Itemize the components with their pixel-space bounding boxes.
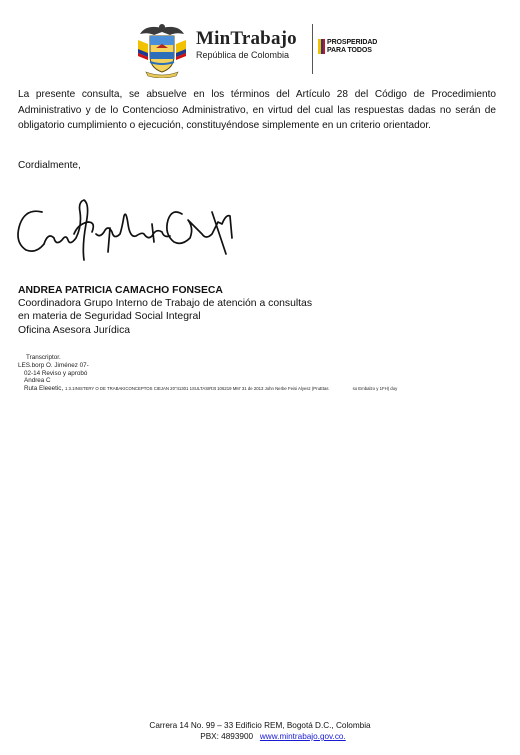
paragraph-line: Administrativo y de lo Contencioso Administrativo, en virtud del cual las respuestas dadas no serán de (18, 104, 496, 116)
route-tail: so Embalzo y 1FH) doy (352, 386, 398, 392)
transcriber-name: LES.borp O. Jiménez 07- (18, 361, 89, 369)
header-divider (312, 24, 313, 74)
approver-name: Andrea C (24, 377, 51, 385)
prosperidad-logo (318, 38, 384, 58)
transcription-notes (18, 354, 397, 393)
brand-name: MinTrabajo (196, 28, 297, 49)
paragraph-line: obligatorio cumplimiento o ejecución, constituyéndose simplemente en un criterio orientador. (18, 120, 431, 131)
footer-contact (0, 731, 520, 742)
letterhead (136, 20, 386, 80)
closing-salutation: Cordialmente, (18, 160, 81, 171)
route-prefix: Ruta Eleeetic, (24, 385, 64, 393)
slogan-line-2: PARA TODOS (327, 47, 372, 54)
flag-stripe-red (323, 39, 325, 54)
footer-address: Carrera 14 No. 99 – 33 Edificio REM, Bogotá D.C., Colombia (149, 721, 371, 730)
body-paragraph (18, 87, 496, 134)
slogan-line-1: PROSPERIDAD (327, 39, 378, 46)
signer-name: ANDREA PATRICIA CAMACHO FONSECA (18, 285, 223, 296)
signer-title-continued: en materia de Seguridad Social Integral (18, 311, 201, 323)
handwritten-signature (12, 194, 242, 274)
colombia-coat-of-arms-icon (136, 20, 188, 78)
footer (0, 720, 520, 742)
brand-subtitle: República de Colombia (196, 50, 290, 60)
signer-office: Oficina Asesora Jurídica (18, 324, 131, 336)
route-path: 1 3.1INISTERY O DE TRABAKICONCEPTOS CIEJAN 20"41301 1SULTASIR3t 106219 MM' 31 de 2013 John Nerbe Feisi Alyesz (PruEtas (64, 386, 329, 392)
footer-website-link[interactable]: www.mintrabajo.gov.co. (259, 732, 346, 741)
footer-pbx: PBX: 4893900 (200, 732, 254, 741)
transcriber-label: Transcriptor. (26, 354, 61, 361)
signer-title: Coordinadora Grupo Interno de Trabajo de atención a consultas (18, 298, 313, 310)
file-route (18, 385, 397, 393)
review-note: 02-14 Reviso y aprobó (24, 369, 88, 377)
brand-block (196, 29, 297, 61)
paragraph-line: La presente consulta, se absuelve en los términos del Artículo 28 del Código de Procedimiento (18, 89, 496, 100)
signer-block (18, 284, 312, 337)
